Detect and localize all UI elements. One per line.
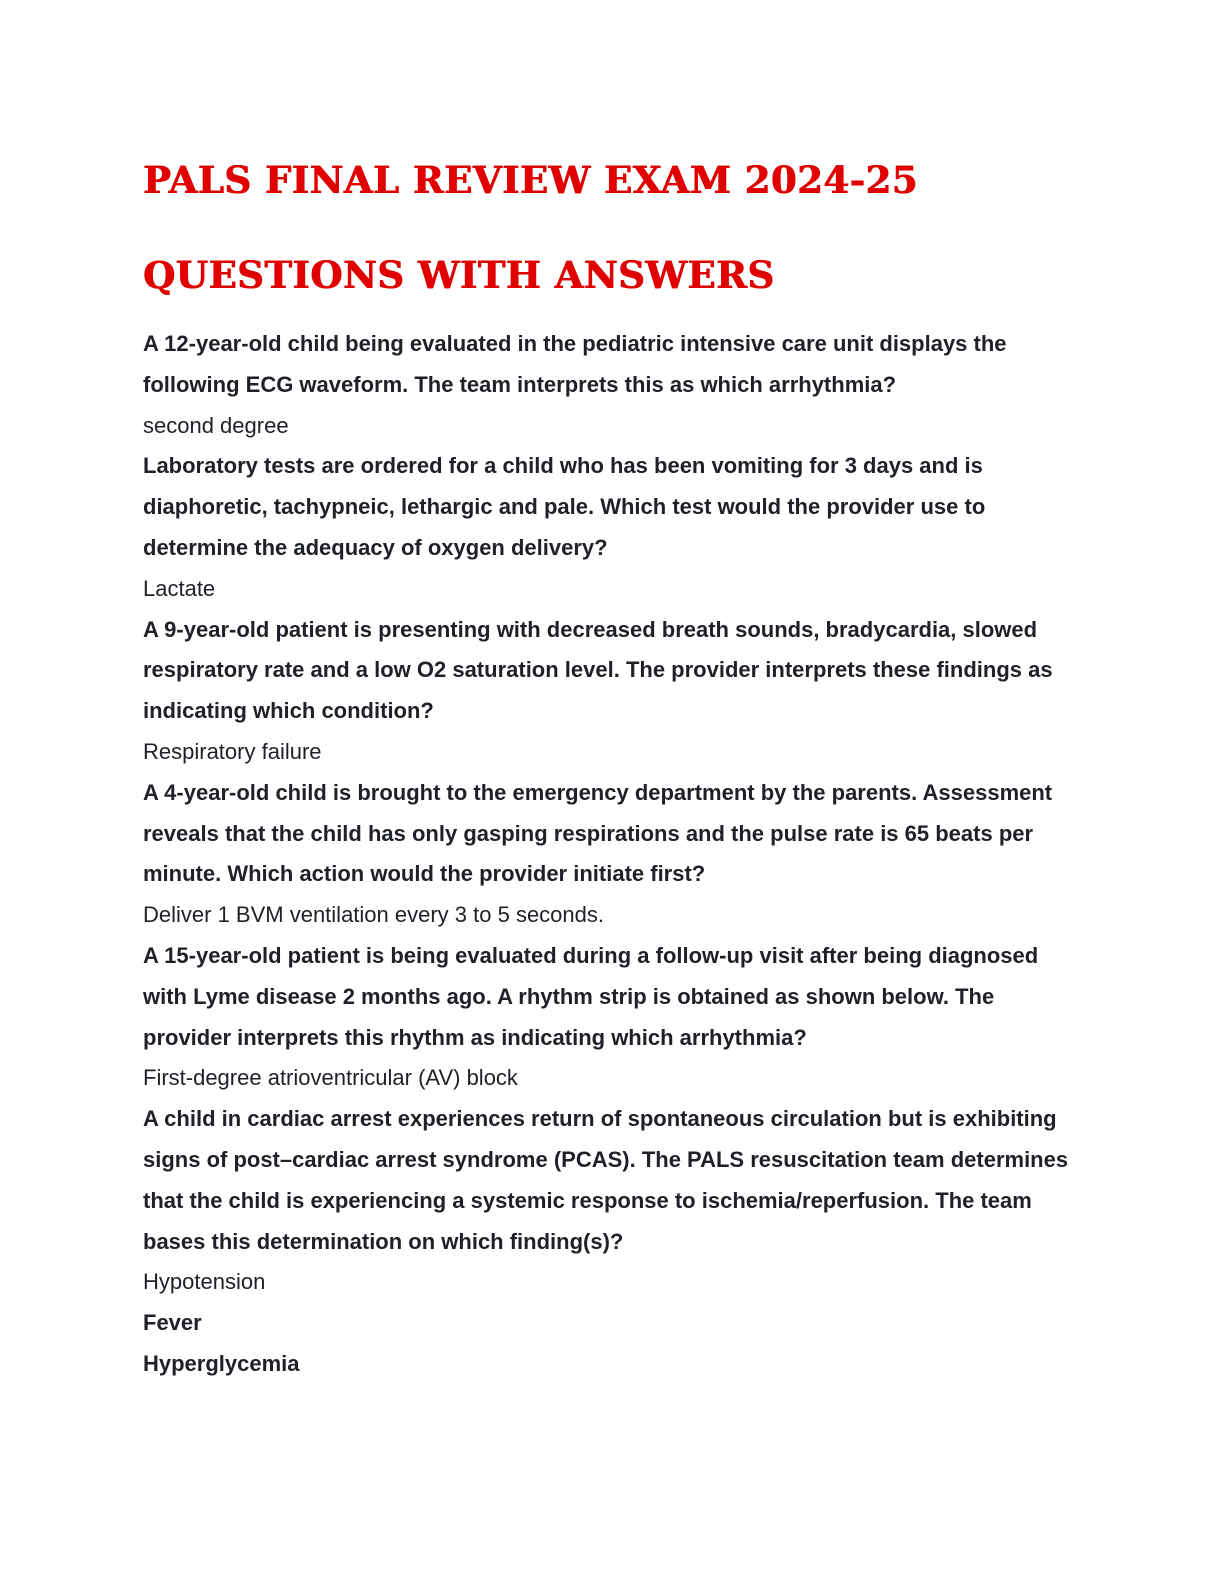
qa-item bbox=[143, 936, 1083, 1099]
answer-extra-line: Hyperglycemia bbox=[143, 1350, 300, 1376]
answer-extra-line: Fever bbox=[143, 1310, 202, 1336]
question-text: A 9-year-old patient is presenting with decreased breath sounds, bradycardia, slowed respiratory rate and a low O2 saturation level. The provider interprets these findings as indicating which condition? bbox=[143, 616, 1053, 724]
answer-text: Respiratory failure bbox=[143, 738, 322, 764]
qa-item bbox=[143, 446, 1083, 609]
question-text: A 4-year-old child is brought to the emergency department by the parents. Assessment reveals that the child has only gasping respirations and the pulse rate is 65 beats per minute. Which action would the provider initiate first? bbox=[143, 779, 1053, 887]
answer-text: Deliver 1 BVM ventilation every 3 to 5 seconds. bbox=[143, 902, 605, 928]
answer-text: Hypotension bbox=[143, 1269, 266, 1295]
qa-item bbox=[143, 1099, 1083, 1385]
qa-item bbox=[143, 773, 1083, 936]
question-text: A 15-year-old patient is being evaluated during a follow-up visit after being diagnosed with Lyme disease 2 months ago. A rhythm strip is obtained as shown below. The provider interprets this rhythm as indicating which arrhythmia? bbox=[143, 942, 1039, 1050]
question-text: Laboratory tests are ordered for a child who has been vomiting for 3 days and is diaphoretic, tachypneic, lethargic and pale. Which test would the provider use to determine the adequacy of oxygen delivery? bbox=[143, 453, 986, 560]
answer-text: Lactate bbox=[143, 575, 216, 601]
question-text: A child in cardiac arrest experiences return of spontaneous circulation but is exhibiting signs of post–cardiac arrest syndrome (PCAS). The PALS resuscitation team determines that the child is experiencing a systemic response to ischemia/reperfusion. The team bases this determination on which finding(s)? bbox=[143, 1106, 1069, 1254]
question-text: A 12-year-old child being evaluated in the pediatric intensive care unit displays the following ECG waveform. The team interprets this as which arrhythmia? bbox=[143, 331, 1007, 397]
qa-list bbox=[143, 324, 1083, 1385]
answer-text: second degree bbox=[143, 412, 289, 438]
qa-item bbox=[143, 324, 1083, 446]
answer-text: First-degree atrioventricular (AV) block bbox=[143, 1065, 518, 1091]
document-title-line-1: PALS FINAL REVIEW EXAM 2024-25 bbox=[143, 158, 919, 202]
document-title-line-2: QUESTIONS WITH ANSWERS bbox=[143, 253, 775, 297]
qa-item bbox=[143, 610, 1083, 773]
